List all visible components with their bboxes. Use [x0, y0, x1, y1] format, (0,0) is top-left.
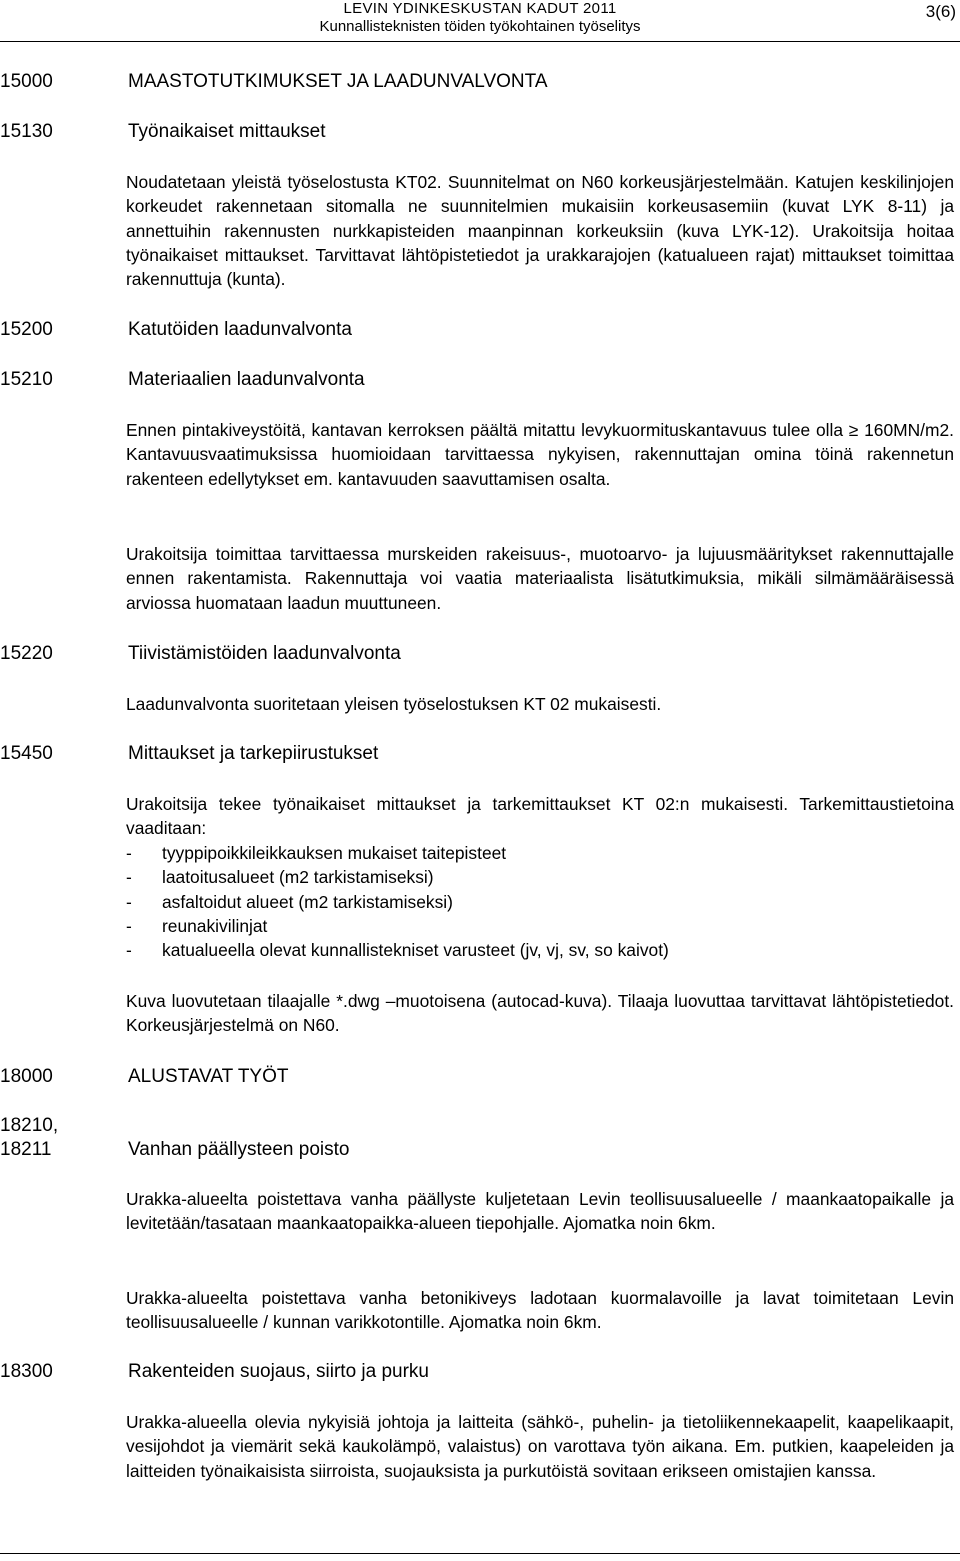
section-code: 15200 — [0, 319, 53, 340]
paragraph-15130: Noudatetaan yleistä työselostusta KT02. Suunnitelmat on N60 korkeusjärjestelmään. Katujen keskilinjojen korkeudet rakennetaan sitomalla ne suunnitelmien mukaisiin korkeusasemiin (kuvat LYK 8-11) ja annettuihin rakennusten nurkkapisteiden maanpinnan korkeuksiin (kuva LYK-12). Urakoitsija hoitaa työnaikaiset mittaukset. Tarvittavat lähtöpistetiedot ja urakkarajojen (katualueen rajat) mittaukset toimittaa rakennuttuja (kunta). — [126, 172, 954, 290]
section-code — [0, 1114, 58, 1162]
section-code: 15220 — [0, 643, 53, 664]
paragraph-15450-outro: Kuva luovutetaan tilaajalle *.dwg –muotoisena (autocad-kuva). Tilaaja luovuttaa tarvittavat lähtöpistetiedot. Korkeusjärjestelmä on N60. — [126, 991, 954, 1036]
list-dash: - — [126, 915, 132, 936]
list-dash: - — [126, 843, 132, 863]
list-item-text: asfaltoidut alueet (m2 tarkistamiseksi) — [162, 891, 453, 912]
page-header — [0, 0, 960, 44]
list-item — [126, 865, 954, 889]
list-item — [126, 841, 954, 865]
section-title: Mittaukset ja tarkepiirustukset — [128, 743, 379, 764]
header-divider — [0, 41, 960, 42]
list-dash: - — [126, 940, 132, 961]
section-code-line-1: 18210, — [0, 1115, 59, 1136]
document-subtitle: Kunnallisteknisten töiden työkohtainen työselitys — [319, 18, 641, 35]
list-dash: - — [126, 867, 132, 888]
paragraph-15210-a: Ennen pintakiveystöitä, kantavan kerroksen päältä mitattu levykuormituskantavuus tulee olla ≥ 160MN/m2. Kantavuusvaatimuksissa huomioidaan tarvittaessa nykyisen, rakennuttajan omina töinä rakennetun rakenteen edellytykset em. kantavuuden saavuttamisen osalta. — [126, 420, 954, 489]
section-title: MAASTOTUTKIMUKSET JA LAADUNVALVONTA — [128, 71, 548, 92]
list-item — [126, 914, 954, 938]
section-code: 15210 — [0, 369, 53, 390]
section-title: Vanhan päällysteen poisto — [128, 1139, 350, 1160]
footer-divider — [0, 1553, 960, 1554]
measurement-list — [126, 841, 954, 962]
section-code: 15130 — [0, 121, 53, 142]
section-title: Rakenteiden suojaus, siirto ja purku — [128, 1361, 430, 1382]
paragraph-15220: Laadunvalvonta suoritetaan yleisen työselostuksen KT 02 mukaisesti. — [126, 694, 662, 714]
section-code: 15450 — [0, 743, 53, 764]
list-item-text: katualueella olevat kunnallistekniset varusteet (jv, vj, sv, so kaivot) — [162, 940, 669, 961]
section-title: Työnaikaiset mittaukset — [128, 121, 326, 142]
document-title: LEVIN YDINKESKUSTAN KADUT 2011 — [343, 0, 617, 17]
paragraph-18210-b: Urakka-alueelta poistettava vanha betonikiveys ladotaan kuormalavoille ja lavat toimitetaan Levin teollisuusalueelle / kunnan varikkotontille. Ajomatka noin 6km. — [126, 1288, 954, 1333]
list-item-text: tyyppipoikkileikkauksen mukaiset taitepisteet — [162, 843, 507, 863]
page-number: 3(6) — [925, 2, 956, 21]
paragraph-18210-a: Urakka-alueelta poistettava vanha päällyste kuljetetaan Levin teollisuusalueelle / maankaatopaikalle ja levitetään/tasataan maankaatopaikka-alueen tiepohjalle. Ajomatka noin 6km. — [126, 1189, 954, 1234]
paragraph-15450-intro: Urakoitsija tekee työnaikaiset mittaukset ja tarkemittaukset KT 02:n mukaisesti. Tarkemittaustietoina vaaditaan: — [126, 794, 954, 839]
section-title: Katutöiden laadunvalvonta — [128, 319, 352, 340]
list-item — [126, 938, 954, 962]
section-code-line-2: 18211 — [0, 1139, 52, 1160]
list-item-text: reunakivilinjat — [162, 915, 268, 936]
section-code: 18300 — [0, 1361, 53, 1382]
section-heading-18210 — [0, 1114, 960, 1162]
list-item-text: laatoitusalueet (m2 tarkistamiseksi) — [162, 867, 434, 888]
section-title: ALUSTAVAT TYÖT — [128, 1066, 289, 1087]
section-title: Tiivistämistöiden laadunvalvonta — [128, 643, 401, 664]
paragraph-18300: Urakka-alueella olevia nykyisiä johtoja ja laitteita (sähkö-, puhelin- ja tietoliikennekaapelit, kaapelikaapit, vesijohdot ja viemärit sekä kaukolämpö, valaistus) on varottava työn aikana. Em. putkien, kaapeleiden ja laitteiden työnaikaisista siirroista, suojauksista ja purkutöistä sovitaan erikseen omistajien kanssa. — [126, 1412, 954, 1481]
paragraph-15210-b: Urakoitsija toimittaa tarvittaessa murskeiden rakeisuus-, muotoarvo- ja lujuusmääritykset rakennuttajalle ennen rakentamista. Rakennuttaja voi vaatia materiaalista lisätutkimuksia, mikäli silmämääräisessä arviossa huomataan laadun muuttuneen. — [126, 544, 954, 613]
section-code: 18000 — [0, 1066, 53, 1087]
list-dash: - — [126, 891, 132, 912]
list-item — [126, 890, 954, 914]
section-code: 15000 — [0, 71, 53, 92]
section-title: Materiaalien laadunvalvonta — [128, 369, 365, 390]
